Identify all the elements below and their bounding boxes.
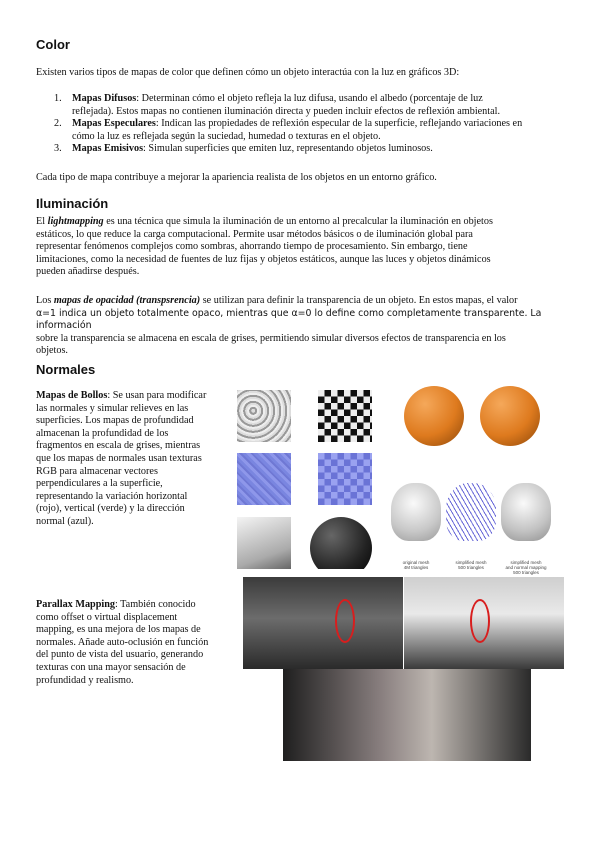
item-text: : Determinan cómo el objeto refleja la luz difusa, usando el albedo (porcentaje de luz	[136, 93, 483, 104]
item-text: reflejada). Estos mapas no contienen iluminación directa y pueden incluir efectos de reflexión ambiental.	[72, 105, 500, 117]
mesh-normal-mapped-image	[501, 483, 551, 541]
item-text: cómo la luz es reflejada según la suciedad, humedad o texturas en el objeto.	[72, 130, 381, 142]
term: Parallax Mapping	[36, 599, 115, 610]
bump-texture-image	[237, 390, 291, 442]
term: Mapas de Bollos	[36, 390, 108, 401]
list-number: 3.	[54, 143, 62, 154]
item-text: : Indican las propiedades de reflexión especular de la superficie, reflejando variaciones en	[155, 118, 523, 129]
mesh-caption: original mesh 4M triangles	[402, 560, 430, 570]
mesh-caption: simplified mesh and normal mapping 500 triangles	[505, 560, 547, 575]
orange-sphere-bumped	[480, 386, 540, 446]
checker-texture-image	[318, 390, 372, 442]
list-item	[54, 143, 564, 156]
opacity-paragraph: Los mapas de opacidad (transpsrencia) se utilizan para definir la transparencia de un objeto. En estos mapas, el valor α=1 indica un objeto totalmente opaco, mientras que α=0 lo define como completamente transparente. La información sobre la transparencia se almacena en escala de grises, permitiendo simular diversos efectos de transparencia en los objetos.	[36, 295, 542, 357]
parallax-screenshot-left	[243, 577, 403, 669]
list-item	[54, 93, 564, 118]
list-item	[54, 118, 564, 143]
section-heading-color: Color	[36, 37, 70, 52]
mesh-simplified-image	[446, 483, 496, 541]
lightmapping-paragraph: El lightmapping es una técnica que simula la iluminación de un entorno al precalcular la iluminación en objetos estáticos, lo que reduce la carga computacional. Permite usar métodos básicos o de iluminación global para representar fenómenos complejos como sombras, ahorrando tiempo de procesamiento. Sin embargo, tiene limitaciones, como la necesidad de fuentes de luz fijas y objetos estáticos, aunque las luces y objetos dinámicos pueden añadirse después.	[36, 216, 493, 278]
orange-sphere-flat	[404, 386, 464, 446]
dark-sphere-image	[306, 517, 376, 569]
mesh-original-image	[391, 483, 441, 541]
term: Mapas Especulares	[72, 118, 156, 129]
term: mapas de opacidad (transpsrencia)	[53, 295, 201, 306]
list-number: 1.	[54, 93, 62, 104]
depth-map-image	[237, 517, 291, 569]
term: lightmapping	[47, 216, 104, 227]
list-number: 2.	[54, 118, 62, 129]
parallax-paragraph: Parallax Mapping: También conocido como offset o virtual displacement mapping, es una mejora de los mapas de normales. Añade auto-oclusión en función del punto de vista del usuario, generando texturas con una mayor sensación de profundidad y realismo.	[36, 599, 209, 686]
parallax-screenshot-right	[404, 577, 564, 669]
term: Mapas Difusos	[72, 93, 137, 104]
item-text: : Simulan superficies que emiten luz, representando objetos luminosos.	[143, 143, 433, 154]
mesh-caption: simplified mesh 500 triangles	[455, 560, 487, 570]
term: Mapas Emisivos	[72, 143, 144, 154]
bollos-paragraph: Mapas de Bollos: Se usan para modificar las normales y simular relieves en las superficies. Los mapas de profundidad almacenan la profundidad de los fragmentos en escala de grises, mientras que los mapas de normales usan texturas RGB para almacenar vectores perpendiculares a la superficie, representando la variación horizontal (rojo), vertical (verde) y la dirección normal (azul).	[36, 390, 207, 527]
section-heading-iluminacion: Iluminación	[36, 196, 109, 211]
color-outro: Cada tipo de mapa contribuye a mejorar la apariencia realista de los objetos en un entorno gráfico.	[36, 172, 437, 183]
normal-map-image	[237, 453, 291, 505]
color-intro: Existen varios tipos de mapas de color que definen cómo un objeto interactúa con la luz en gráficos 3D:	[36, 67, 460, 78]
parallax-screenshot-bottom	[283, 669, 531, 761]
section-heading-normales: Normales	[36, 362, 96, 377]
normal-map-checker-image	[318, 453, 372, 505]
